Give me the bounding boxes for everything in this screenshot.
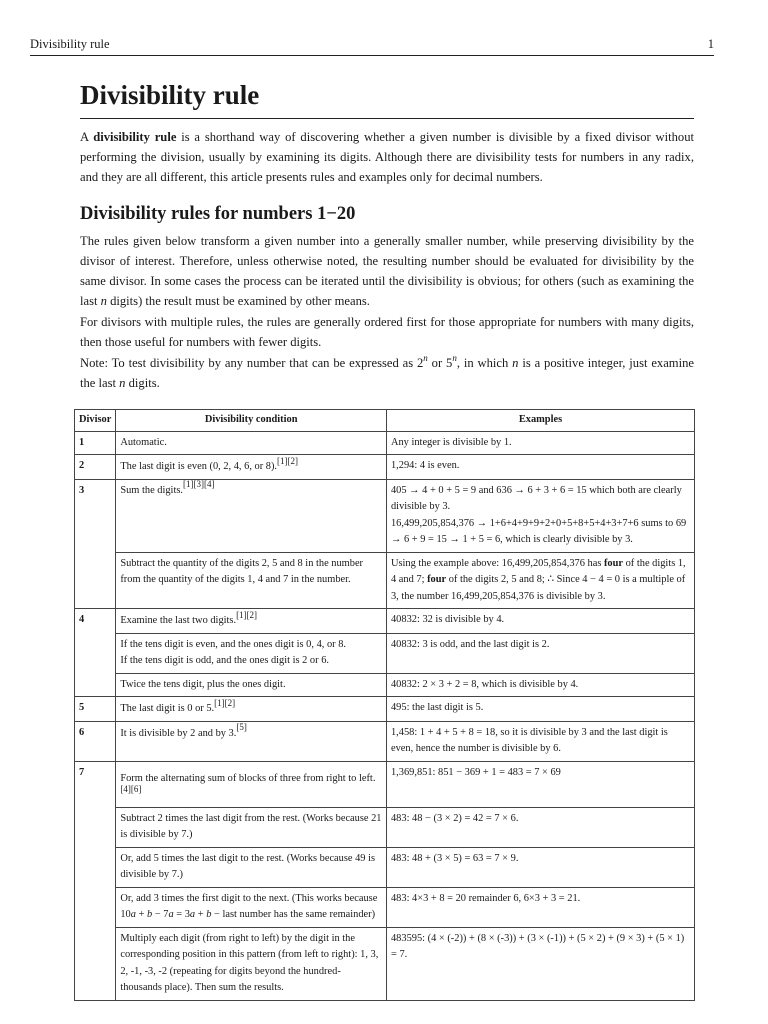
header-condition: Divisibility condition (116, 410, 387, 432)
divisor-cell: 2 (75, 455, 116, 480)
variable-n: n (100, 294, 107, 308)
example-cell: 1,369,851: 851 − 369 + 1 = 483 = 7 × 69 (386, 761, 694, 807)
table-row (75, 673, 695, 697)
condition-cell (116, 697, 387, 722)
condition-text: The last digit is 0 or 5. (120, 703, 215, 714)
condition-line: If the tens digit is even, and the ones digit is 0, 4, or 8. (120, 638, 346, 650)
note-paragraph (80, 353, 694, 393)
condition-text: Examine the last two digits. (120, 615, 237, 626)
divisor-cell: 5 (75, 697, 116, 722)
example-line: 16,499,205,854,376 → 1+6+4+9+9+2+0+5+8+5+4+3+7+6 sums to 69 → 6 + 9 = 15 → 1 + 5 = 6, which is clearly divisible by 3. (390, 517, 687, 545)
variable-a: a (130, 909, 136, 920)
operator-text: + (195, 909, 207, 920)
table-row (75, 807, 695, 847)
example-cell: 483: 48 + (3 × 5) = 63 = 7 × 9. (386, 847, 694, 887)
exponent-n: n (452, 352, 457, 363)
operator-text: = 3 (173, 909, 190, 920)
example-cell: 483595: (4 × (-2)) + (8 × (-3)) + (3 × (-1)) + (5 × 2) + (9 × 3) + (5 × 1) = 7. (386, 927, 694, 1000)
condition-line: If the tens digit is odd, and the ones digit is 2 or 6. (120, 655, 329, 666)
running-header (30, 37, 714, 56)
exponent-n: n (423, 352, 428, 363)
example-cell: 40832: 3 is odd, and the last digit is 2. (386, 633, 694, 673)
condition-cell (116, 633, 387, 673)
divisor-cell: 7 (75, 761, 116, 1000)
header-divisor: Divisor (75, 410, 116, 432)
table-row (75, 697, 695, 722)
example-cell (386, 552, 694, 609)
example-text: Using the example above: 16,499,205,854,376 has (390, 557, 604, 569)
header-examples: Examples (386, 410, 694, 432)
rules-paragraph-text-a: The rules given below transform a given number into a generally smaller number, while preserving divisibility by the divisor of interest. Therefore, unless otherwise noted, the resulting number should be evaluated for divisibility by the same divisor. In some cases the process can be iterated until the divisibility is obvious; for others (such as examining the last (80, 234, 694, 308)
note-text-e: digits. (125, 376, 160, 390)
note-text-c: , in which (456, 356, 513, 370)
intro-paragraph (80, 127, 694, 187)
example-cell: 1,294: 4 is even. (386, 455, 694, 480)
condition-cell: Multiply each digit (from right to left) by the digit in the corresponding position in this pattern (from left to right): 1, 3, 2, -1, -3, -2 (repeating for digits beyond the hundred-thousands place). Then sum the results. (116, 927, 387, 1000)
intro-prefix: A (80, 130, 94, 144)
table-row (75, 633, 695, 673)
example-cell: 1,458: 1 + 4 + 5 + 8 = 18, so it is divisible by 3 and the last digit is even, hence the number is divisible by 6. (386, 721, 694, 761)
table-row (75, 479, 695, 552)
example-cell: 40832: 32 is divisible by 4. (386, 609, 694, 634)
section-heading: Divisibility rules for numbers 1−20 (80, 204, 356, 224)
example-cell: 40832: 2 × 3 + 2 = 8, which is divisible by 4. (386, 673, 694, 697)
divisor-cell: 4 (75, 609, 116, 697)
reference-link[interactable]: [4][6] (120, 783, 142, 794)
operator-text: − 7 (152, 909, 169, 920)
condition-text: It is divisible by 2 and by 3. (120, 727, 237, 739)
table-row (75, 431, 695, 455)
example-cell: 495: the last digit is 5. (386, 697, 694, 722)
example-emphasis: four (427, 574, 447, 585)
ordering-paragraph: For divisors with multiple rules, the rules are generally ordered first for those appropriate for numbers with many digits, then those useful for numbers with fewer digits. (80, 315, 694, 349)
table-header-row (75, 410, 695, 432)
condition-text: − last number has the same remainder) (211, 909, 376, 920)
divisor-cell: 1 (75, 431, 116, 455)
condition-cell: Or, add 5 times the last digit to the rest. (Works because 49 is divisible by 7.) (116, 847, 387, 887)
variable-b: b (146, 909, 153, 920)
table-row (75, 609, 695, 634)
rules-paragraph (80, 231, 694, 311)
example-emphasis: four (603, 557, 624, 569)
reference-link[interactable]: [1][2] (277, 455, 299, 466)
condition-cell (116, 721, 387, 761)
variable-a: a (189, 909, 196, 920)
condition-cell (116, 609, 387, 634)
table-row (75, 552, 695, 609)
intro-term: divisibility rule (93, 130, 177, 144)
variable-n: n (512, 356, 519, 370)
note-text-d: is a positive integer, just examine the last (80, 356, 694, 390)
table-row (75, 927, 695, 1000)
condition-cell (116, 761, 387, 807)
condition-cell: Subtract the quantity of the digits 2, 5 and 8 in the number from the quantity of the digits 1, 4 and 7 in the number. (116, 552, 387, 609)
note-text-b: or 5 (427, 356, 453, 370)
condition-text: Form the alternating sum of blocks of three from right to left. (120, 772, 376, 784)
condition-text: The last digit is even (0, 2, 4, 6, or 8). (120, 461, 278, 472)
divisor-cell: 3 (75, 479, 116, 609)
table-row (75, 887, 695, 927)
example-cell: Any integer is divisible by 1. (386, 431, 694, 455)
condition-text: Or, add 3 times the first digit to the next. (This works because 10 (120, 892, 378, 920)
condition-text: Sum the digits. (120, 484, 183, 496)
condition-cell: Automatic. (116, 431, 387, 455)
operator-text: + (135, 909, 147, 920)
article-content (80, 78, 694, 393)
example-line: 405 → 4 + 0 + 5 = 9 and 636 → 6 + 3 + 6 = 15 which both are clearly divisible by 3. (390, 484, 682, 512)
example-text: of the digits 2, 5 and 8; ∴ Since 4 − 4 = 0 is a multiple of 3, the number 16,499,205,854,376 is divisible by 3. (390, 574, 686, 602)
example-cell (386, 479, 694, 552)
variable-a: a (168, 909, 174, 920)
condition-cell (116, 479, 387, 552)
page-number: 1 (707, 37, 714, 51)
example-text: of the digits 1, 4 and 7; (390, 557, 686, 585)
divisibility-table (74, 409, 695, 1001)
reference-link[interactable]: [5] (236, 722, 247, 733)
reference-link[interactable]: [1][3][4] (182, 479, 215, 490)
example-cell: 483: 48 − (3 × 2) = 42 = 7 × 6. (386, 807, 694, 847)
table-row (75, 847, 695, 887)
rules-paragraph-text-b: digits) the result must be examined by other means. (106, 294, 370, 308)
variable-n: n (119, 376, 126, 390)
condition-cell: Subtract 2 times the last digit from the rest. (Works because 21 is divisible by 7.) (116, 807, 387, 847)
condition-cell (116, 455, 387, 480)
intro-text: is a shorthand way of discovering whether a given number is divisible by a fixed divisor without performing the division, usually by examining its digits. Although there are divisibility tests for numbers in any radix, and they are all different, this article presents rules and examples only for decimal numbers. (80, 130, 694, 184)
table-row (75, 455, 695, 480)
condition-cell: Twice the tens digit, plus the ones digit. (116, 673, 387, 697)
note-text-a: Note: To test divisibility by any number that can be expressed as 2 (80, 356, 424, 370)
reference-link[interactable]: [1][2] (236, 609, 258, 620)
reference-link[interactable]: [1][2] (214, 697, 236, 708)
divisor-cell: 6 (75, 721, 116, 761)
example-cell: 483: 4×3 + 8 = 20 remainder 6, 6×3 + 3 = 21. (386, 887, 694, 927)
table-row (75, 761, 695, 807)
table-row (75, 721, 695, 761)
running-header-title: Divisibility rule (30, 37, 110, 51)
variable-b: b (206, 909, 212, 920)
condition-cell (116, 887, 387, 927)
page-title: Divisibility rule (80, 78, 694, 119)
